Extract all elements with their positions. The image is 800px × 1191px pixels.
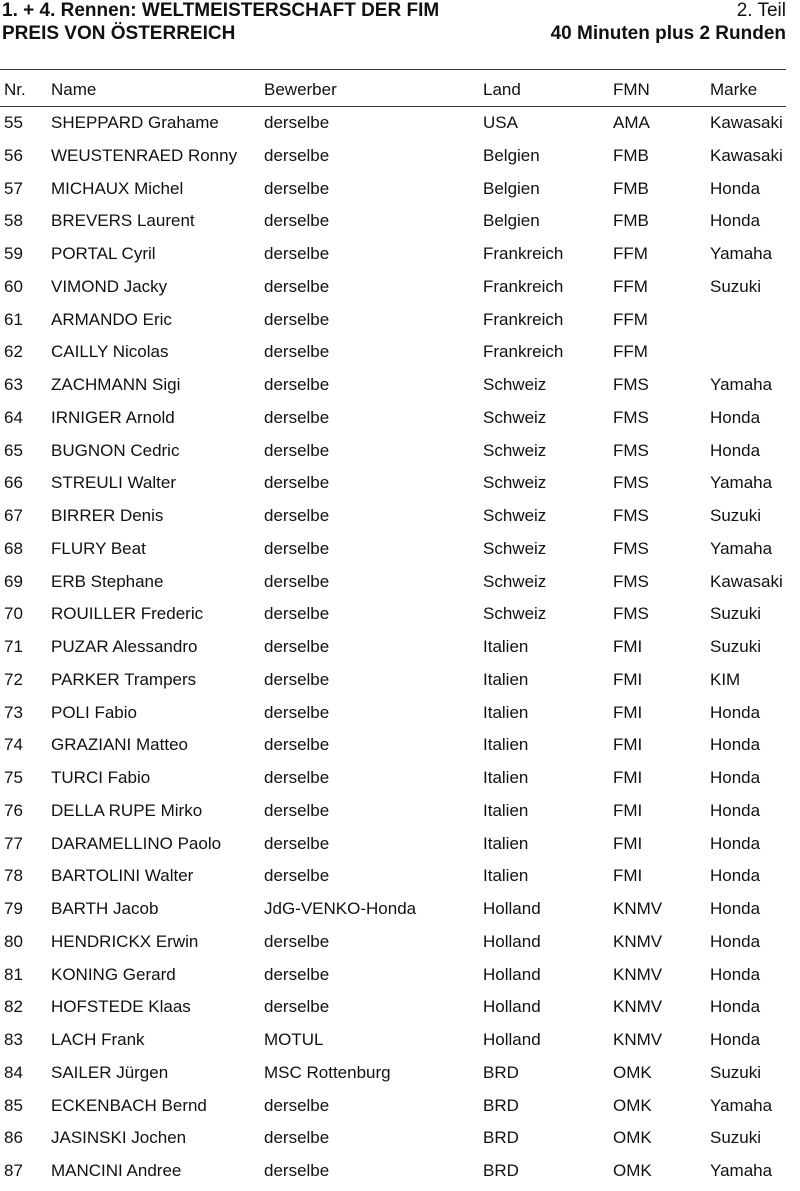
cell-land: Schweiz (483, 571, 547, 591)
header-line-1 (0, 0, 800, 22)
event-title: PREIS VON ÖSTERREICH (2, 23, 236, 44)
cell-nr: 80 (4, 931, 23, 951)
cell-marke: Honda (710, 1030, 761, 1049)
cell-name: WEUSTENRAED Ronny (51, 145, 238, 165)
cell-marke: Honda (710, 800, 761, 820)
cell-land: Italien (483, 735, 529, 755)
cell-bewerber: derselbe (264, 113, 330, 132)
cell-bewerber: derselbe (264, 1161, 330, 1180)
cell-land: Holland (483, 931, 541, 951)
cell-nr: 76 (4, 800, 23, 820)
cell-fmn: FMB (613, 211, 649, 231)
cell-bewerber: derselbe (264, 768, 330, 787)
cell-marke: Kawasaki (710, 571, 783, 591)
cell-nr: 79 (4, 899, 23, 918)
cell-marke: Honda (710, 407, 761, 427)
table-row (0, 570, 800, 602)
header-divider (0, 106, 786, 107)
cell-marke: Honda (710, 964, 761, 984)
cell-marke: Yamaha (710, 1161, 773, 1180)
cell-name: LACH Frank (51, 1030, 145, 1049)
cell-name: CAILLY Nicolas (51, 342, 169, 362)
cell-name: ZACHMANN Sigi (51, 375, 181, 394)
cell-fmn: KNMV (613, 997, 663, 1017)
cell-land: Schweiz (483, 440, 547, 460)
cell-nr: 74 (4, 735, 23, 755)
table-row (0, 1094, 800, 1126)
column-header-land: Land (483, 80, 521, 99)
table-row (0, 209, 800, 241)
cell-land: BRD (483, 1095, 519, 1115)
table-row (0, 963, 800, 995)
cell-name: JASINSKI Jochen (51, 1128, 187, 1148)
cell-land: Schweiz (483, 473, 547, 493)
cell-land: Holland (483, 1030, 541, 1049)
cell-fmn: KNMV (613, 964, 663, 984)
cell-name: ARMANDO Eric (51, 309, 172, 329)
cell-marke: Suzuki (710, 276, 762, 296)
race-duration: 40 Minuten plus 2 Runden (550, 23, 786, 44)
cell-name: SAILER Jürgen (51, 1062, 169, 1082)
table-row (0, 373, 800, 405)
cell-bewerber: derselbe (264, 735, 330, 755)
table-row (0, 897, 800, 929)
cell-nr: 82 (4, 997, 23, 1017)
cell-bewerber: derselbe (264, 309, 330, 329)
cell-marke: Kawasaki (710, 113, 783, 132)
cell-marke: Honda (710, 833, 761, 853)
cell-fmn: FMS (613, 407, 649, 427)
cell-name: TURCI Fabio (51, 768, 151, 787)
cell-land: Schweiz (483, 506, 547, 525)
cell-bewerber: derselbe (264, 407, 330, 427)
cell-name: DELLA RUPE Mirko (51, 800, 203, 820)
cell-name: SHEPPARD Grahame (51, 113, 219, 132)
cell-bewerber: derselbe (264, 964, 330, 984)
cell-nr: 56 (4, 145, 23, 165)
table-row (0, 602, 800, 634)
cell-fmn: FFM (613, 342, 648, 362)
cell-marke: Yamaha (710, 1095, 773, 1115)
cell-bewerber: derselbe (264, 276, 330, 296)
table-row (0, 1061, 800, 1093)
cell-nr: 81 (4, 964, 23, 984)
table-row (0, 275, 800, 307)
table-row (0, 995, 800, 1027)
cell-marke: Honda (710, 899, 761, 918)
cell-marke: Honda (710, 178, 761, 198)
cell-land: BRD (483, 1062, 519, 1082)
cell-bewerber: derselbe (264, 637, 330, 656)
cell-fmn: FMB (613, 145, 649, 165)
cell-bewerber: derselbe (264, 1128, 330, 1148)
cell-nr: 77 (4, 833, 23, 853)
cell-name: HENDRICKX Erwin (51, 931, 199, 951)
cell-marke: Honda (710, 735, 761, 755)
cell-nr: 69 (4, 571, 23, 591)
cell-nr: 78 (4, 866, 23, 886)
header-line-2 (0, 23, 800, 45)
cell-fmn: FFM (613, 276, 648, 296)
cell-bewerber: derselbe (264, 604, 330, 624)
cell-land: Italien (483, 833, 529, 853)
cell-land: Italien (483, 637, 529, 656)
cell-nr: 85 (4, 1095, 23, 1115)
table-row (0, 635, 800, 667)
table-row (0, 668, 800, 700)
cell-marke: Yamaha (710, 244, 773, 263)
cell-marke: Honda (710, 702, 761, 722)
table-row (0, 799, 800, 831)
column-header-fmn: FMN (613, 80, 650, 99)
cell-fmn: OMK (613, 1161, 652, 1180)
cell-land: Italien (483, 768, 529, 787)
cell-nr: 59 (4, 244, 23, 263)
cell-fmn: FMI (613, 800, 643, 820)
race-title: 1. + 4. Rennen: WELTMEISTERSCHAFT DER FIM (2, 0, 440, 21)
table-row (0, 701, 800, 733)
cell-nr: 83 (4, 1030, 23, 1049)
cell-name: BUGNON Cedric (51, 440, 180, 460)
cell-nr: 57 (4, 178, 23, 198)
table-row (0, 340, 800, 372)
cell-bewerber: derselbe (264, 571, 330, 591)
cell-name: IRNIGER Arnold (51, 407, 175, 427)
cell-land: Belgien (483, 178, 540, 198)
cell-fmn: FMS (613, 375, 649, 394)
part-label: 2. Teil (736, 0, 786, 21)
cell-fmn: FMI (613, 702, 643, 722)
cell-fmn: KNMV (613, 931, 663, 951)
cell-bewerber: MOTUL (264, 1030, 324, 1049)
cell-land: Holland (483, 899, 541, 918)
cell-name: MANCINI Andree (51, 1161, 182, 1180)
table-row (0, 471, 800, 503)
cell-fmn: FMI (613, 637, 643, 656)
cell-marke: Yamaha (710, 375, 773, 394)
cell-marke: Suzuki (710, 637, 762, 656)
cell-name: BIRRER Denis (51, 506, 164, 525)
cell-name: KONING Gerard (51, 964, 176, 984)
table-row (0, 1126, 800, 1158)
cell-nr: 55 (4, 113, 23, 132)
cell-marke: Suzuki (710, 506, 762, 525)
cell-nr: 65 (4, 440, 23, 460)
top-divider (0, 69, 786, 70)
table-row (0, 308, 800, 340)
cell-nr: 72 (4, 669, 23, 689)
table-row (0, 864, 800, 896)
cell-fmn: FMI (613, 833, 643, 853)
cell-name: ERB Stephane (51, 571, 164, 591)
cell-bewerber: derselbe (264, 800, 330, 820)
cell-land: BRD (483, 1128, 519, 1148)
cell-bewerber: derselbe (264, 931, 330, 951)
cell-bewerber: derselbe (264, 506, 330, 525)
cell-fmn: OMK (613, 1128, 652, 1148)
cell-land: Belgien (483, 145, 540, 165)
table-row (0, 406, 800, 438)
cell-name: ROUILLER Frederic (51, 604, 204, 624)
cell-bewerber: derselbe (264, 440, 330, 460)
cell-fmn: FMI (613, 735, 643, 755)
cell-fmn: OMK (613, 1062, 652, 1082)
cell-land: USA (483, 113, 518, 132)
cell-bewerber: derselbe (264, 702, 330, 722)
table-header (0, 78, 800, 102)
cell-name: FLURY Beat (51, 538, 146, 558)
cell-name: MICHAUX Michel (51, 178, 184, 198)
cell-name: PORTAL Cyril (51, 244, 156, 263)
table-row (0, 144, 800, 176)
cell-name: PARKER Trampers (51, 669, 197, 689)
cell-marke: Yamaha (710, 538, 773, 558)
column-header-name: Name (51, 80, 97, 99)
cell-marke: Honda (710, 866, 761, 886)
cell-bewerber: derselbe (264, 1095, 330, 1115)
cell-bewerber: derselbe (264, 538, 330, 558)
cell-land: Italien (483, 800, 529, 820)
cell-land: Italien (483, 866, 529, 886)
cell-marke: Honda (710, 768, 761, 787)
cell-fmn: FMB (613, 178, 649, 198)
cell-fmn: FMS (613, 440, 649, 460)
table-row (0, 1159, 800, 1191)
cell-nr: 73 (4, 702, 23, 722)
cell-nr: 71 (4, 637, 23, 656)
cell-marke: Honda (710, 440, 761, 460)
cell-fmn: FMI (613, 866, 643, 886)
cell-nr: 87 (4, 1161, 23, 1180)
cell-land: Frankreich (483, 276, 564, 296)
cell-bewerber: derselbe (264, 375, 330, 394)
cell-bewerber: JdG-VENKO-Honda (264, 899, 417, 918)
cell-fmn: FFM (613, 244, 648, 263)
cell-marke: Suzuki (710, 1062, 762, 1082)
cell-name: BARTH Jacob (51, 899, 159, 918)
table-row (0, 766, 800, 798)
table-row (0, 1028, 800, 1060)
cell-fmn: FMI (613, 768, 643, 787)
cell-marke: KIM (710, 669, 741, 689)
column-header-bewerber: Bewerber (264, 80, 337, 99)
cell-land: Frankreich (483, 342, 564, 362)
cell-nr: 64 (4, 407, 23, 427)
cell-fmn: KNMV (613, 899, 663, 918)
cell-bewerber: derselbe (264, 211, 330, 231)
cell-marke: Honda (710, 211, 761, 231)
cell-nr: 66 (4, 473, 23, 493)
cell-name: BARTOLINI Walter (51, 866, 194, 886)
cell-land: Italien (483, 702, 529, 722)
cell-land: Italien (483, 669, 529, 689)
table-row (0, 504, 800, 536)
table-row (0, 537, 800, 569)
cell-fmn: FMS (613, 506, 649, 525)
cell-nr: 62 (4, 342, 23, 362)
cell-land: Schweiz (483, 375, 547, 394)
cell-fmn: AMA (613, 113, 650, 132)
cell-name: GRAZIANI Matteo (51, 735, 188, 755)
column-header-marke: Marke (710, 80, 758, 99)
cell-nr: 58 (4, 211, 23, 231)
cell-bewerber: derselbe (264, 342, 330, 362)
cell-fmn: FMS (613, 473, 649, 493)
cell-name: ECKENBACH Bernd (51, 1095, 207, 1115)
cell-fmn: FMS (613, 538, 649, 558)
cell-fmn: FFM (613, 309, 648, 329)
cell-land: Holland (483, 964, 541, 984)
table-row (0, 111, 800, 143)
cell-name: POLI Fabio (51, 702, 137, 722)
table-row (0, 930, 800, 962)
cell-land: Belgien (483, 211, 540, 231)
cell-fmn: FMS (613, 571, 649, 591)
cell-nr: 63 (4, 375, 23, 394)
cell-nr: 84 (4, 1062, 23, 1082)
cell-land: Frankreich (483, 244, 564, 263)
cell-marke: Suzuki (710, 1128, 762, 1148)
column-header-nr: Nr. (4, 80, 26, 99)
table-row (0, 733, 800, 765)
cell-land: Holland (483, 997, 541, 1017)
cell-nr: 70 (4, 604, 23, 624)
cell-fmn: FMI (613, 669, 643, 689)
cell-fmn: FMS (613, 604, 649, 624)
cell-bewerber: derselbe (264, 244, 330, 263)
cell-marke: Honda (710, 997, 761, 1017)
cell-name: STREULI Walter (51, 473, 177, 493)
cell-bewerber: derselbe (264, 178, 330, 198)
cell-bewerber: derselbe (264, 833, 330, 853)
table-row (0, 439, 800, 471)
cell-name: HOFSTEDE Klaas (51, 997, 191, 1017)
cell-bewerber: derselbe (264, 866, 330, 886)
cell-marke: Yamaha (710, 473, 773, 493)
cell-bewerber: derselbe (264, 997, 330, 1017)
cell-nr: 67 (4, 506, 23, 525)
cell-land: Frankreich (483, 309, 564, 329)
cell-bewerber: MSC Rottenburg (264, 1062, 391, 1082)
cell-name: DARAMELLINO Paolo (51, 833, 222, 853)
cell-marke: Suzuki (710, 604, 762, 624)
cell-land: Schweiz (483, 604, 547, 624)
cell-nr: 86 (4, 1128, 23, 1148)
cell-fmn: OMK (613, 1095, 652, 1115)
cell-nr: 60 (4, 276, 23, 296)
cell-fmn: KNMV (613, 1030, 663, 1049)
cell-nr: 75 (4, 768, 23, 787)
cell-bewerber: derselbe (264, 669, 330, 689)
cell-name: BREVERS Laurent (51, 211, 195, 231)
table-row (0, 177, 800, 209)
cell-marke: Kawasaki (710, 145, 783, 165)
cell-bewerber: derselbe (264, 145, 330, 165)
cell-marke: Honda (710, 931, 761, 951)
cell-name: VIMOND Jacky (51, 276, 168, 296)
cell-land: BRD (483, 1161, 519, 1180)
cell-bewerber: derselbe (264, 473, 330, 493)
cell-name: PUZAR Alessandro (51, 637, 198, 656)
cell-nr: 68 (4, 538, 23, 558)
table-row (0, 832, 800, 864)
table-row (0, 242, 800, 274)
cell-land: Schweiz (483, 407, 547, 427)
cell-nr: 61 (4, 309, 23, 329)
cell-land: Schweiz (483, 538, 547, 558)
